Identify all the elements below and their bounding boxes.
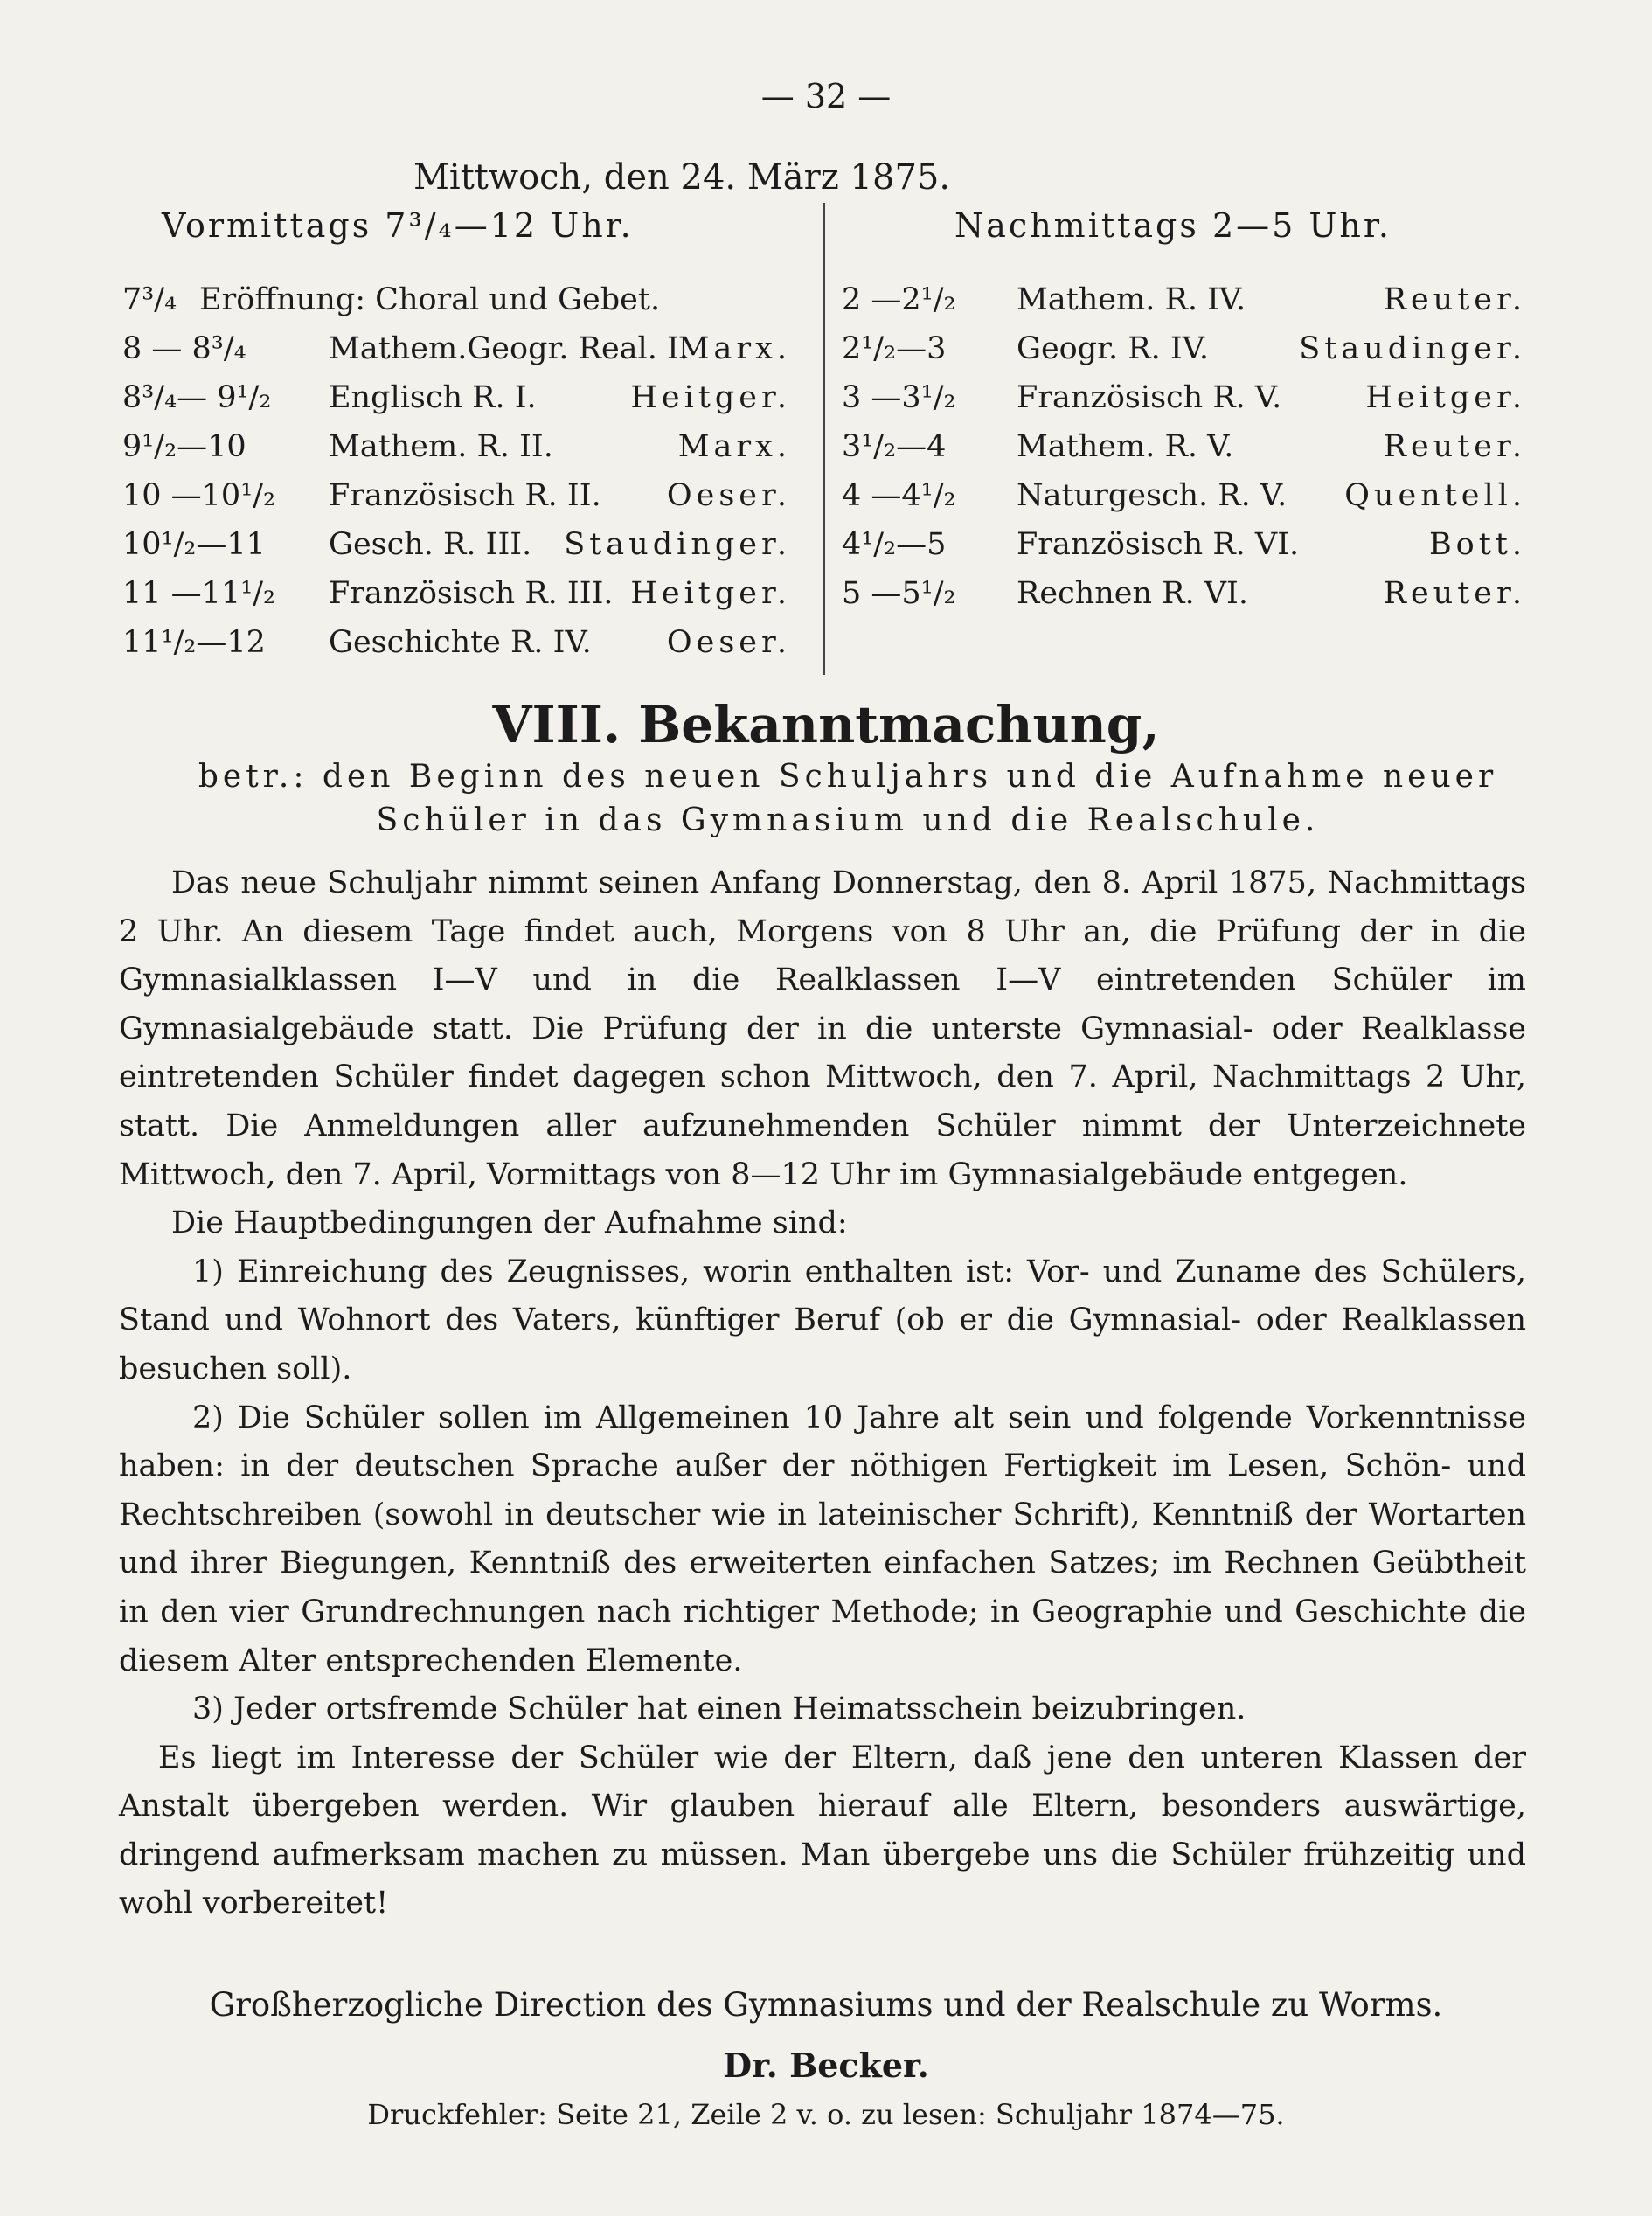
schedule-time: 4 —4¹/₂ bbox=[842, 478, 956, 513]
schedule-subject: Französisch R. VI. bbox=[1017, 527, 1300, 562]
signature-name: Dr. Becker. bbox=[723, 2046, 929, 2085]
schedule-teacher: Reuter. bbox=[1383, 429, 1526, 464]
schedule-row bbox=[122, 576, 791, 625]
schedule-subject: Französisch R. II. bbox=[329, 478, 601, 513]
page-number: — 32 — bbox=[760, 77, 892, 115]
schedule-teacher: Staudinger. bbox=[1299, 331, 1526, 366]
schedule-time: 9¹/₂—10 bbox=[122, 429, 246, 464]
schedule-teacher: Oeser. bbox=[666, 478, 791, 513]
schedule-time: 7³/₄ bbox=[122, 282, 177, 317]
paragraph-closing: Es liegt im Interesse der Schüler wie der Eltern, daß jene den unteren Klassen der Anstalt übergeben werden. Wir glauben hierauf alle Eltern, besonders auswärtige, dringend aufmerksam machen zu müssen. Man übergebe uns die Schüler frühzeitig und wohl vorbereitet! bbox=[119, 1740, 1526, 1921]
schedule-teacher: Reuter. bbox=[1383, 576, 1526, 611]
paragraph-condition-2: 2) Die Schüler sollen im Allgemeinen 10 Jahre alt sein und folgende Vorkenntnisse haben: in der deutschen Sprache außer der nöthigen Fertigkeit im Lesen, Schön- und Rechtschreiben (sowohl in deutscher wie in lateinischer Schrift), Kenntniß der Wortarten und ihrer Biegungen, Kenntniß des erweiterten einfachen Satzes; im Rechnen Geübtheit in den vier Grundrechnungen nach richtiger Methode; in Geographie und Geschichte die diesem Alter entsprechenden Elemente. bbox=[119, 1400, 1526, 1678]
schedule-time: 11 —11¹/₂ bbox=[122, 576, 276, 611]
erratum-note: Druckfehler: Seite 21, Zeile 2 v. o. zu lesen: Schuljahr 1874—75. bbox=[367, 2098, 1285, 2131]
schedule-row bbox=[122, 331, 791, 380]
schedule-subject: Geschichte R. IV. bbox=[329, 625, 592, 660]
schedule-row bbox=[842, 429, 1526, 478]
schedule-row bbox=[842, 380, 1526, 429]
schedule-row bbox=[842, 576, 1526, 625]
schedule-subject: Eröffnung: Choral und Gebet. bbox=[199, 282, 661, 317]
schedule-row bbox=[122, 625, 791, 674]
schedule-subject: Französisch R. III. bbox=[329, 576, 614, 611]
schedule-teacher: Marx. bbox=[677, 429, 791, 464]
schedule-time: 3 —3¹/₂ bbox=[842, 380, 956, 415]
schedule-subject: Mathem.Geogr. Real. I. bbox=[329, 331, 689, 366]
schedule-row bbox=[842, 527, 1526, 576]
subject-line-continued: Schüler in das Gymnasium und die Realschule. bbox=[376, 802, 1320, 838]
paragraph-opening: Das neue Schuljahr nimmt seinen Anfang Donnerstag, den 8. April 1875, Nachmittags 2 Uhr. An diesem Tage findet auch, Morgens von 8 Uhr an, die Prüfung der in die Gymnasialklassen I—V und in die Realklassen I—V eintretenden Schüler im Gymnasialgebäude statt. Die Prüfung der in die unterste Gymnasial- oder Realklasse eintretenden Schüler findet dagegen schon Mittwoch, den 7. April, Nachmittags 2 Uhr, statt. Die Anmeldungen aller aufzunehmenden Schüler nimmt der Unterzeichnete Mittwoch, den 7. April, Vormittags von 8—12 Uhr im Gymnasialgebäude entgegen. bbox=[119, 865, 1526, 1192]
paragraph-conditions-intro: Die Hauptbedingungen der Aufnahme sind: bbox=[171, 1205, 848, 1241]
section-title: VIII. Bekanntmachung, bbox=[492, 695, 1160, 754]
schedule-subject: Englisch R. I. bbox=[329, 380, 537, 415]
schedule-time: 5 —5¹/₂ bbox=[842, 576, 956, 611]
schedule-teacher: Staudinger. bbox=[564, 527, 791, 562]
body-text bbox=[119, 859, 1526, 1928]
schedule-row bbox=[842, 331, 1526, 380]
schedule-time: 11¹/₂—12 bbox=[122, 625, 266, 660]
schedule-subject: Mathem. R. V. bbox=[1017, 429, 1234, 464]
schedule-time: 2 —2¹/₂ bbox=[842, 282, 956, 317]
schedule-teacher: Heitger. bbox=[630, 380, 791, 415]
schedule-row bbox=[122, 282, 791, 331]
schedule-subject: Naturgesch. R. V. bbox=[1017, 478, 1288, 513]
subject-line: betr.: den Beginn des neuen Schuljahrs und die Aufnahme neuer bbox=[198, 759, 1498, 795]
schedule-time: 3¹/₂—4 bbox=[842, 429, 947, 464]
schedule-row bbox=[122, 478, 791, 527]
schedule-subject: Rechnen R. VI. bbox=[1017, 576, 1248, 611]
schedule-row bbox=[842, 478, 1526, 527]
schedule-teacher: Marx. bbox=[677, 331, 791, 366]
date-heading: Mittwoch, den 24. März 1875. bbox=[413, 157, 951, 198]
signature-institution: Großherzogliche Direction des Gymnasiums und der Realschule zu Worms. bbox=[209, 1986, 1443, 2024]
schedule-row bbox=[122, 429, 791, 478]
afternoon-heading: Nachmittags 2—5 Uhr. bbox=[954, 206, 1392, 245]
schedule-teacher: Quentell. bbox=[1344, 478, 1526, 513]
schedule-subject: Mathem. R. IV. bbox=[1017, 282, 1246, 317]
schedule-time: 8 — 8³/₄ bbox=[122, 331, 246, 366]
schedule-time: 8³/₄— 9¹/₂ bbox=[122, 380, 272, 415]
morning-heading: Vormittags 7³/₄—12 Uhr. bbox=[162, 206, 634, 245]
schedule-teacher: Oeser. bbox=[666, 625, 791, 660]
schedule-time: 10 —10¹/₂ bbox=[122, 478, 276, 513]
schedule-row bbox=[122, 380, 791, 429]
schedule-subject: Gesch. R. III. bbox=[329, 527, 532, 562]
column-divider bbox=[823, 203, 825, 675]
schedule-time: 4¹/₂—5 bbox=[842, 527, 947, 562]
schedule-time: 2¹/₂—3 bbox=[842, 331, 947, 366]
schedule-teacher: Bott. bbox=[1428, 527, 1526, 562]
schedule-subject: Geogr. R. IV. bbox=[1017, 331, 1209, 366]
schedule-time: 10¹/₂—11 bbox=[122, 527, 266, 562]
schedule-row bbox=[122, 527, 791, 576]
schedule-teacher: Reuter. bbox=[1383, 282, 1526, 317]
paragraph-condition-1: 1) Einreichung des Zeugnisses, worin enthalten ist: Vor- und Zuname des Schülers, Stand und Wohnort des Vaters, künftiger Beruf (ob er die Gymnasial- oder Realklassen besuchen soll). bbox=[119, 1254, 1526, 1386]
schedule-row bbox=[842, 282, 1526, 331]
schedule-teacher: Heitger. bbox=[1365, 380, 1526, 415]
schedule-subject: Französisch R. V. bbox=[1017, 380, 1282, 415]
paragraph-condition-3: 3) Jeder ortsfremde Schüler hat einen Heimatsschein beizubringen. bbox=[192, 1692, 1246, 1727]
schedule-teacher: Heitger. bbox=[630, 576, 791, 611]
schedule-subject: Mathem. R. II. bbox=[329, 429, 553, 464]
